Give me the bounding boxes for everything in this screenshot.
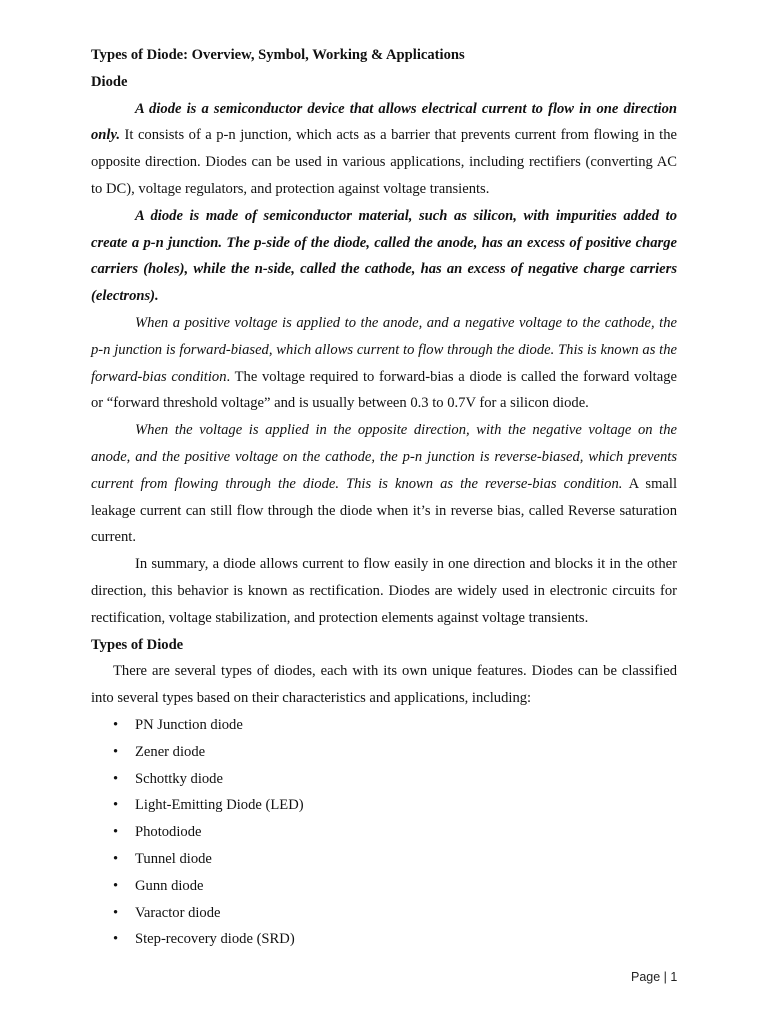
- paragraph-summary: [91, 551, 677, 631]
- list-item: • Tunnel diode: [91, 846, 677, 873]
- list-item: • PN Junction diode: [91, 712, 677, 739]
- page-number-footer: Page | 1: [631, 970, 678, 984]
- paragraph-definition: [91, 96, 677, 203]
- paragraph-construction: [91, 203, 677, 310]
- list-item: • Light-Emitting Diode (LED): [91, 792, 677, 819]
- definition-emphasis: A diode is a semiconductor device that allows electrical current to flow in one direction only.: [91, 100, 677, 144]
- paragraph-types-intro: [91, 658, 677, 712]
- forward-bias-emphasis: When a positive voltage is applied to the anode, and a negative voltage to the cathode, the p-n junction is forward-biased, which allows current to flow through the diode. This is known as the forward-bias condition: [91, 314, 677, 385]
- list-item: • Gunn diode: [91, 873, 677, 900]
- diode-types-list: [91, 712, 677, 953]
- forward-bias-text: . The voltage required to forward-bias a diode is called the forward voltage or “forward threshold voltage” and is usually between 0.3 to 0.7V for a silicon diode.: [91, 368, 677, 412]
- section-heading-types: Types of Diode: [91, 636, 184, 653]
- summary-text: In summary, a diode allows current to flow easily in one direction and blocks it in the other direction, this behavior is known as rectification. Diodes are widely used in electronic circuits for rectification, voltage stabilization, and protection elements against voltage transients.: [91, 556, 677, 626]
- list-item: • Step-recovery diode (SRD): [91, 926, 677, 953]
- section-heading-diode: Diode: [91, 73, 128, 90]
- construction-emphasis: A diode is made of semiconductor material, such as silicon, with impurities added to create a p-n junction. The p-side of the diode, called the anode, has an excess of positive charge carriers (holes), while the n-side, called the cathode, has an excess of negative charge carriers (electrons).: [91, 207, 677, 305]
- definition-text: It consists of a p-n junction, which acts as a barrier that prevents current from flowing in the opposite direction. Diodes can be used in various applications, including rectifiers (converting AC to DC), voltage regulators, and protection against voltage transients.: [91, 127, 677, 197]
- reverse-bias-emphasis: When the voltage is applied in the opposite direction, with the negative voltage on the anode, and the positive voltage on the cathode, the p-n junction is reverse-biased, which prevents current from flowing through the diode. This is known as the reverse-bias condition.: [91, 422, 677, 492]
- paragraph-reverse-bias: [91, 417, 677, 551]
- list-item: • Zener diode: [91, 739, 677, 766]
- list-item: • Varactor diode: [91, 900, 677, 927]
- document-title: Types of Diode: Overview, Symbol, Working & Applications: [91, 47, 465, 63]
- list-item: • Schottky diode: [91, 766, 677, 793]
- reverse-bias-text: A small leakage current can still flow through the diode when it’s in reverse bias, called Reverse saturation current.: [91, 475, 678, 546]
- list-item: • Photodiode: [91, 819, 677, 846]
- types-intro-text: There are several types of diodes, each with its own unique features. Diodes can be classified into several types based on their characteristics and applications, including:: [91, 663, 677, 707]
- paragraph-forward-bias: [91, 310, 677, 417]
- document-body: [91, 42, 677, 953]
